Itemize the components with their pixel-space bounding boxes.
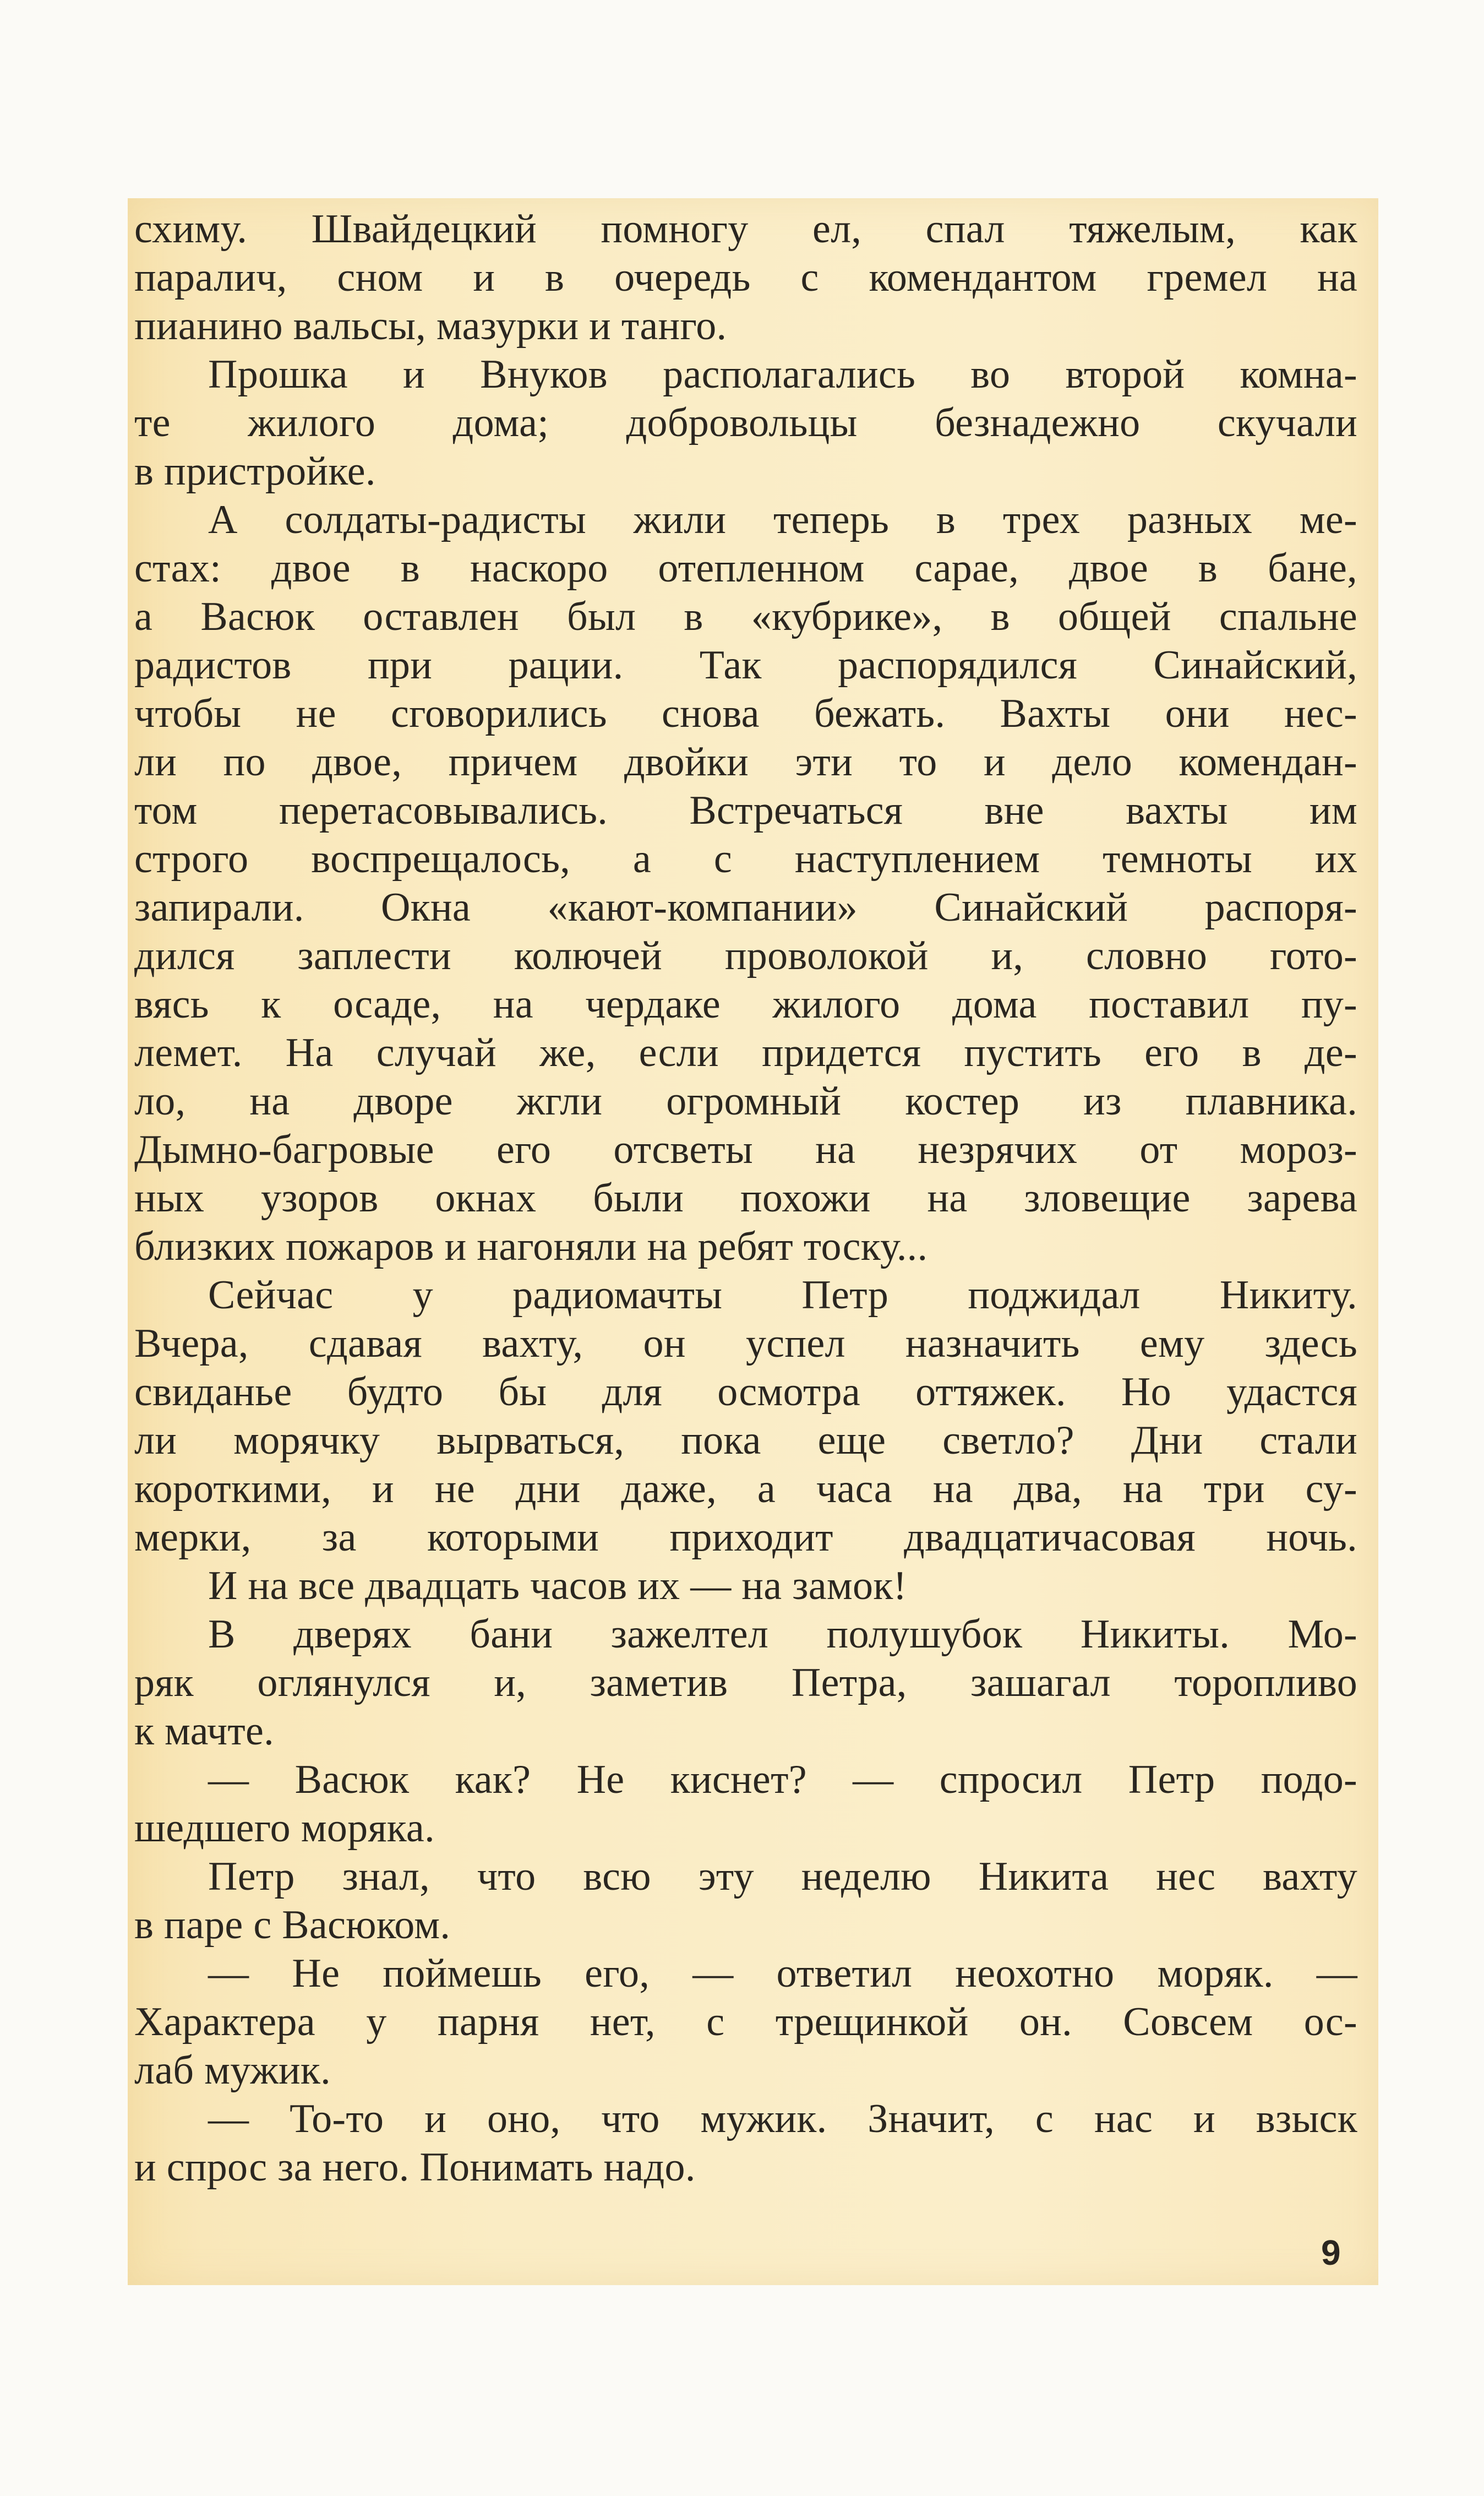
text-line: свиданье будто бы для осмотра оттяжек. Но удастся: [134, 1369, 1357, 1415]
text-line: паралич, сном и в очередь с комендантом гремел на: [134, 255, 1357, 300]
text-line: — То-то и оно, что мужик. Значит, с нас и взыск: [208, 2096, 1357, 2141]
text-line: Характера у парня нет, с трещинкой он. Совсем ос-: [134, 1999, 1357, 2044]
text-line: шедшего моряка.: [134, 1806, 435, 1851]
text-line: и спрос за него. Понимать надо.: [134, 2145, 696, 2190]
text-line: к мачте.: [134, 1709, 274, 1754]
text-line: ло, на дворе жгли огромный костер из плавника.: [134, 1079, 1357, 1124]
text-line: радистов при рации. Так распорядился Синайский,: [134, 643, 1357, 688]
text-line: пианино вальсы, мазурки и танго.: [134, 303, 727, 349]
text-line: запирали. Окна «кают-компании» Синайский распоря-: [134, 885, 1357, 930]
text-line: в пристройке.: [134, 449, 376, 494]
text-line: ряк оглянулся и, заметив Петра, зашагал торопливо: [134, 1660, 1357, 1705]
text-line: а Васюк оставлен был в «кубрике», в общей спальне: [134, 594, 1357, 639]
text-line: В дверях бани зажелтел полушубок Никиты. Мо-: [208, 1612, 1357, 1657]
text-line: лемет. На случай же, если придется пустить его в де-: [134, 1030, 1357, 1075]
text-line: И на все двадцать часов их — на замок!: [208, 1563, 907, 1608]
text-line: — Васюк как? Не киснет? — спросил Петр подо-: [208, 1757, 1357, 1802]
text-line: А солдаты-радисты жили теперь в трех разных ме-: [208, 497, 1357, 542]
text-line: дился заплести колючей проволокой и, словно гото-: [134, 933, 1357, 978]
body-text: [134, 205, 1357, 2192]
text-line: стах: двое в наскоро отепленном сарае, двое в бане,: [134, 546, 1357, 591]
page-number: 9: [1321, 2233, 1341, 2272]
text-line: Сейчас у радиомачты Петр поджидал Никиту.: [208, 1273, 1357, 1318]
text-line: Петр знал, что всю эту неделю Никита нес вахту: [208, 1854, 1357, 1899]
text-line: Вчера, сдавая вахту, он успел назначить ему здесь: [134, 1321, 1357, 1366]
text-line: том перетасовывались. Встречаться вне вахты им: [134, 788, 1357, 833]
text-line: — Не поймешь его, — ответил неохотно моряк. —: [208, 1951, 1357, 1996]
text-line: в паре с Васюком.: [134, 1902, 451, 1948]
text-line: Прошка и Внуков располагались во второй комна-: [208, 352, 1357, 397]
text-line: чтобы не сговорились снова бежать. Вахты они нес-: [134, 691, 1357, 736]
text-line: схиму. Швайдецкий помногу ел, спал тяжелым, как: [134, 206, 1357, 252]
text-line: короткими, и не дни даже, а часа на два, на три су-: [134, 1466, 1357, 1511]
text-line: мерки, за которыми приходит двадцатичасовая ночь.: [134, 1515, 1357, 1560]
text-line: ли по двое, причем двойки эти то и дело комендан-: [134, 739, 1357, 785]
text-line: ли морячку вырваться, пока еще светло? Дни стали: [134, 1418, 1357, 1463]
text-line: вясь к осаде, на чердаке жилого дома поставил пу-: [134, 982, 1357, 1027]
text-line: Дымно-багровые его отсветы на незрячих от мороз-: [134, 1127, 1357, 1172]
text-line: строго воспрещалось, а с наступлением темноты их: [134, 836, 1357, 882]
text-line: ных узоров окнах были похожи на зловещие зарева: [134, 1176, 1357, 1221]
text-line: близких пожаров и нагоняли на ребят тоску...: [134, 1224, 928, 1269]
text-line: лаб мужик.: [134, 2048, 331, 2093]
text-line: те жилого дома; добровольцы безнадежно скучали: [134, 400, 1357, 445]
